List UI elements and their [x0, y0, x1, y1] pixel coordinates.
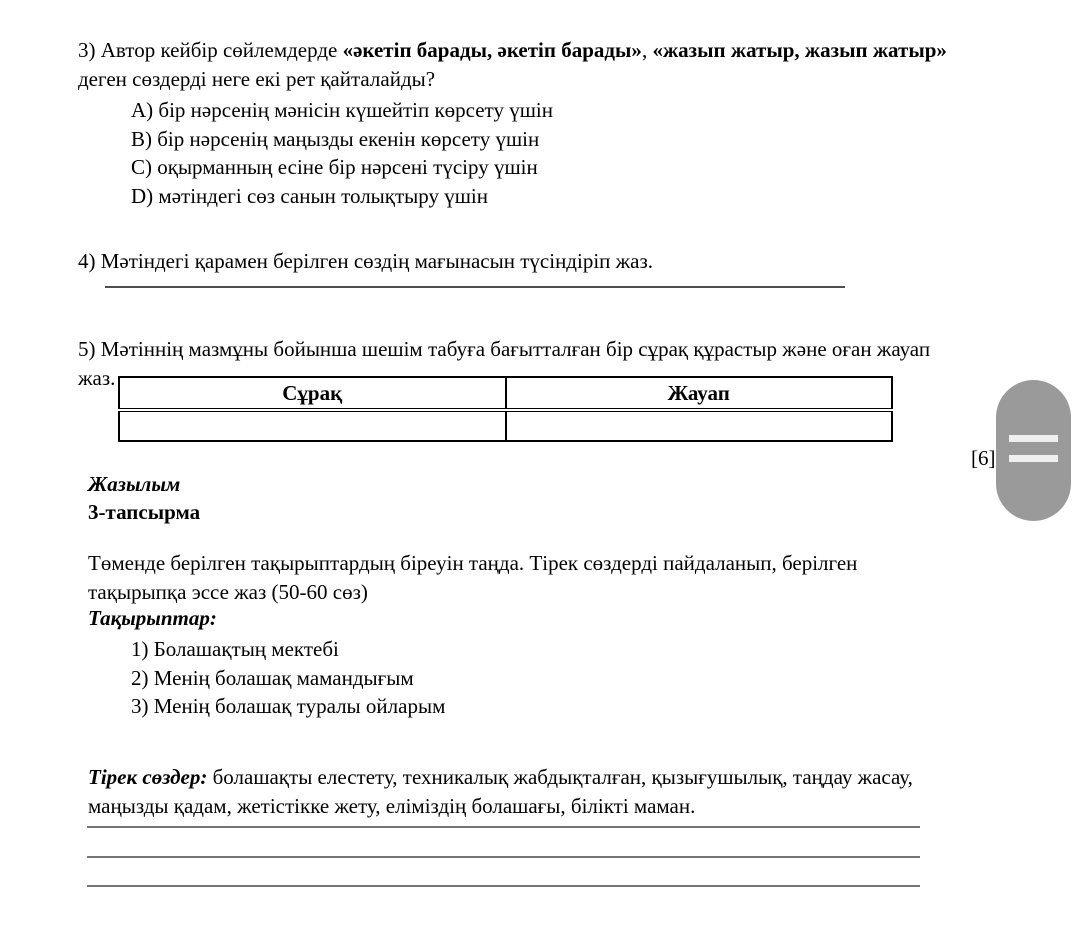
- task-instruction: Төменде берілген тақырыптардың біреуін таңда. Тірек сөздерді пайдаланып, берілген тақырыпқа эссе жаз (50-60 сөз): [88, 551, 858, 604]
- answer-cell-empty: [506, 410, 893, 441]
- answer-column-header: Жауап: [506, 377, 893, 410]
- essay-writing-line: [87, 856, 920, 858]
- question-column-header: Сұрақ: [119, 377, 506, 410]
- handle-line-icon: [1009, 435, 1058, 442]
- options-list: [131, 96, 553, 210]
- essay-writing-line: [87, 826, 920, 828]
- option-b: B) бір нәрсенің маңызды екенін көрсету үшін: [131, 126, 540, 151]
- question-5-text: 5) Мәтіннің мазмұны бойынша шешім табуға бағытталған бір сұрақ құрастыр және оған жауап жаз.: [78, 337, 931, 390]
- handle-line-icon: [1009, 455, 1058, 462]
- question-cell-empty: [119, 410, 506, 441]
- keywords-text: болашақты елестету, техникалық жабдықталған, қызығушылық, таңдау жасау, маңызды қадам, жетістікке жету, еліміздің болашағы, білікті маман.: [88, 765, 913, 818]
- option-c: C) оқырманның есіне бір нәрсені түсіру үшін: [131, 155, 538, 179]
- question-3-bold-phrase-2: «жазып жатыр, жазып жатыр»: [652, 38, 947, 62]
- keywords-label: Тірек сөздер:: [88, 765, 208, 789]
- question-3-prefix: 3) Автор кейбір сөйлемдерде: [78, 38, 343, 62]
- question-3-bold-phrase-1: «әкетіп барады, әкетіп барады»: [342, 38, 642, 62]
- essay-writing-line: [87, 885, 920, 887]
- option-a: A) бір нәрсенің мәнісін күшейтіп көрсету үшін: [131, 98, 553, 122]
- keywords-paragraph: [88, 763, 954, 820]
- answer-blank-line: [105, 266, 845, 288]
- topic-item-2: 2) Менің болашақ мамандығым: [131, 665, 414, 690]
- question-3-text: [78, 36, 962, 94]
- drag-handle-button[interactable]: [996, 380, 1071, 521]
- option-d: D) мәтіндегі сөз санын толықтыру үшін: [131, 183, 488, 208]
- score-badge: [6]: [971, 446, 996, 470]
- question-4-text: 4) Мәтіндегі қарамен берілген сөздің мағынасын түсіндіріп жаз.: [78, 249, 654, 273]
- table-header-row: [119, 377, 892, 410]
- question-answer-table: [118, 376, 893, 442]
- topics-label: Тақырыптар:: [88, 606, 217, 630]
- question-3-suffix: деген сөздерді неге екі рет қайталайды?: [78, 67, 436, 91]
- topic-item-1: 1) Болашақтың мектебі: [131, 637, 339, 661]
- topic-item-3: 3) Менің болашақ туралы ойларым: [131, 694, 446, 718]
- task-number-label: 3-тапсырма: [88, 500, 201, 524]
- question-3-separator: ,: [641, 38, 653, 62]
- section-title-zhazylym: Жазылым: [88, 472, 181, 496]
- topics-list: [131, 635, 445, 721]
- table-row: [119, 410, 892, 441]
